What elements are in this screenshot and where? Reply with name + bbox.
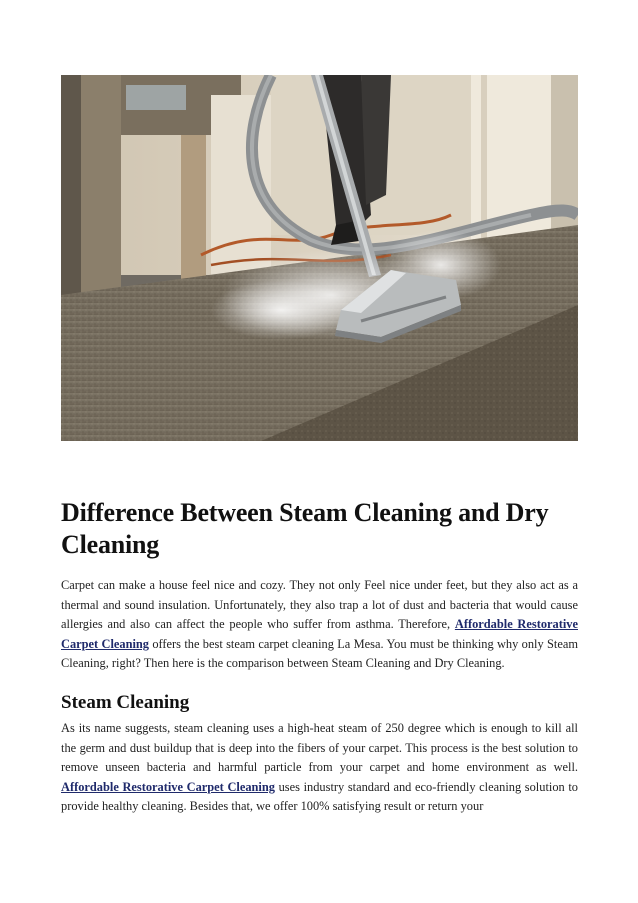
company-link[interactable]: Affordable Restorative Carpet Cleaning [61, 617, 578, 651]
steam-cleaning-photo [61, 75, 578, 441]
intro-paragraph [61, 576, 578, 674]
steam-cleaning-paragraph [61, 719, 578, 817]
intro-text-2: offers the best steam carpet cleaning La Mesa. You must be thinking why only Steam Cleaning, right? Then here is the comparison between Steam Cleaning and Dry Cleaning. [61, 636, 578, 671]
steam-text-2: uses industry standard and eco-friendly cleaning solution to provide healthy cleaning. Besides that, we offer 100% satisfying result or return your [61, 779, 579, 814]
steam-text-1: As its name suggests, steam cleaning uses a high-heat steam of 250 degree which is enough to kill all the germ and dust buildup that is deep into the fibers of your carpet. This process is the best solution to remove unseen bacteria and harmful particle from your carpet and home environment as well. [61, 720, 578, 775]
article-title: Difference Between Steam Cleaning and Dry Cleaning [61, 498, 549, 559]
intro-text-1: Carpet can make a house feel nice and cozy. They not only Feel nice under feet, but they also act as a thermal and sound insulation. Unfortunately, they also trap a lot of dust and bacteria that would cause allergies and also can affect the people who suffer from asthma. Therefore, [61, 578, 578, 632]
hero-image [61, 75, 578, 441]
company-link-2[interactable]: Affordable Restorative Carpet Cleaning [61, 779, 275, 794]
article [61, 497, 578, 817]
section-heading-steam-cleaning: Steam Cleaning [61, 691, 190, 713]
